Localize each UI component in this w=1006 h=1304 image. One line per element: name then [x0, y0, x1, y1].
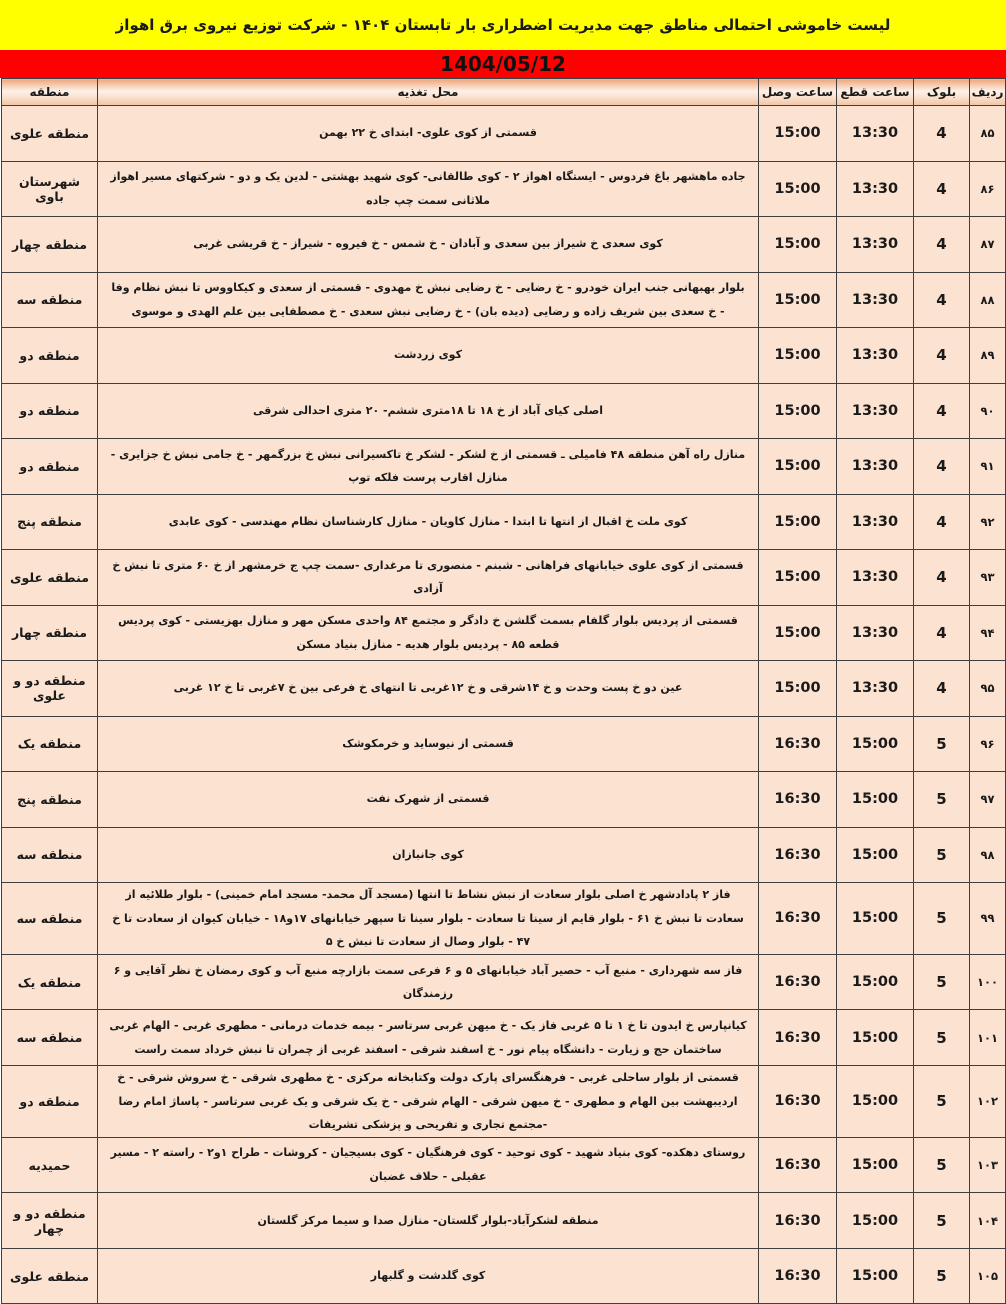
page-title: لیست خاموشی احتمالی مناطق جهت مدیریت اضطراری بار تابستان ۱۴۰۴ - شرکت توزیع نیروی برق اهواز	[0, 0, 1006, 50]
cell-block: 5	[914, 883, 970, 955]
cell-row-number: ۱۰۲	[970, 1065, 1006, 1137]
cell-feeding-location: اصلی کیای آباد از خ ۱۸ تا ۱۸متری ششم- ۲۰ متری احدالی شرقی	[98, 383, 759, 439]
cell-reconnect-time: 15:00	[759, 439, 837, 495]
cell-block: 4	[914, 550, 970, 606]
table-row	[2, 1010, 1006, 1066]
cell-reconnect-time: 15:00	[759, 383, 837, 439]
column-header-feeding-location: محل تغذیه	[98, 79, 759, 106]
cell-block: 5	[914, 1065, 970, 1137]
cell-row-number: ۹۹	[970, 883, 1006, 955]
table-row	[2, 272, 1006, 328]
cell-block: 4	[914, 605, 970, 661]
cell-row-number: ۱۰۴	[970, 1193, 1006, 1249]
cell-row-number: ۹۲	[970, 494, 1006, 550]
cell-cut-time: 13:30	[837, 383, 914, 439]
cell-feeding-location: فاز ۲ پادادشهر خ اصلی بلوار سعادت از نبش نشاط تا انتها (مسجد آل محمد- مسجد امام خمینی) - بلوار طلائیه از سعادت تا نبش خ ۶۱ - بلوار قایم از سینا تا سعادت - بلوار سینا تا سپهر خیابانهای ۱۷و۱۸ - خیابان کیوان از سعادت تا خ ۴۷ - بلوار وصال از سعادت تا نبش خ ۵	[98, 883, 759, 955]
cell-cut-time: 15:00	[837, 772, 914, 828]
date-header: 1404/05/12	[0, 50, 1006, 78]
cell-row-number: ۹۷	[970, 772, 1006, 828]
table-row	[2, 439, 1006, 495]
cell-cut-time: 13:30	[837, 161, 914, 217]
cell-cut-time: 15:00	[837, 716, 914, 772]
cell-row-number: ۱۰۱	[970, 1010, 1006, 1066]
cell-reconnect-time: 15:00	[759, 550, 837, 606]
cell-region: منطقه علوی	[2, 1248, 98, 1304]
cell-reconnect-time: 16:30	[759, 1065, 837, 1137]
cell-region: منطقه دو	[2, 328, 98, 384]
cell-cut-time: 15:00	[837, 1010, 914, 1066]
cell-region: منطقه دو	[2, 1065, 98, 1137]
cell-block: 5	[914, 1137, 970, 1193]
cell-row-number: ۱۰۳	[970, 1137, 1006, 1193]
cell-reconnect-time: 16:30	[759, 1137, 837, 1193]
cell-region: منطقه سه	[2, 827, 98, 883]
header-row	[2, 79, 1006, 106]
cell-reconnect-time: 15:00	[759, 661, 837, 717]
cell-block: 4	[914, 383, 970, 439]
table-row	[2, 716, 1006, 772]
table-row	[2, 954, 1006, 1010]
cell-feeding-location: بلوار بهبهانی جنب ایران خودرو - خ رضایی - خ رضایی نبش خ مهدوی - قسمتی از سعدی و کیکاووس تا نبش نظام وفا - خ سعدی بین شریف زاده و رضایی (دیده بان) - خ رضایی نبش سعدی - خ مصطفایی بین علم الهدی و موسوی	[98, 272, 759, 328]
cell-reconnect-time: 16:30	[759, 827, 837, 883]
table-row	[2, 217, 1006, 273]
cell-region: منطقه پنج	[2, 494, 98, 550]
outage-table	[1, 78, 1006, 1304]
cell-block: 4	[914, 328, 970, 384]
table-row	[2, 383, 1006, 439]
cell-cut-time: 15:00	[837, 1137, 914, 1193]
cell-cut-time: 15:00	[837, 1248, 914, 1304]
cell-row-number: ۹۸	[970, 827, 1006, 883]
cell-block: 4	[914, 494, 970, 550]
cell-region: منطقه سه	[2, 272, 98, 328]
cell-row-number: ۹۶	[970, 716, 1006, 772]
cell-reconnect-time: 16:30	[759, 1193, 837, 1249]
table-row	[2, 661, 1006, 717]
table-row	[2, 883, 1006, 955]
cell-row-number: ۹۳	[970, 550, 1006, 606]
cell-feeding-location: کوی گلدشت و گلبهار	[98, 1248, 759, 1304]
cell-block: 4	[914, 106, 970, 162]
cell-row-number: ۱۰۵	[970, 1248, 1006, 1304]
cell-block: 5	[914, 1248, 970, 1304]
cell-row-number: ۸۵	[970, 106, 1006, 162]
cell-reconnect-time: 15:00	[759, 106, 837, 162]
cell-reconnect-time: 15:00	[759, 328, 837, 384]
cell-reconnect-time: 16:30	[759, 954, 837, 1010]
column-header-region: منطقه	[2, 79, 98, 106]
table-row	[2, 161, 1006, 217]
cell-block: 4	[914, 217, 970, 273]
cell-cut-time: 15:00	[837, 1065, 914, 1137]
cell-row-number: ۹۱	[970, 439, 1006, 495]
cell-cut-time: 13:30	[837, 605, 914, 661]
cell-block: 5	[914, 1193, 970, 1249]
cell-feeding-location: روستای دهکده- کوی بنیاد شهید - کوی توحید - کوی فرهنگیان - کوی بسیجیان - کروشات - طراح ۱و۲ - راسته ۲ - مسیر عقیلی - حلاف غضبان	[98, 1137, 759, 1193]
cell-cut-time: 15:00	[837, 1193, 914, 1249]
cell-reconnect-time: 16:30	[759, 1248, 837, 1304]
cell-block: 5	[914, 1010, 970, 1066]
cell-region: منطقه سه	[2, 1010, 98, 1066]
table-row	[2, 772, 1006, 828]
cell-block: 5	[914, 827, 970, 883]
cell-cut-time: 13:30	[837, 272, 914, 328]
cell-block: 5	[914, 716, 970, 772]
cell-cut-time: 13:30	[837, 328, 914, 384]
cell-feeding-location: جاده ماهشهر باغ فردوس - ایستگاه اهواز ۲ - کوی طالقانی- کوی شهید بهشتی - لدین یک و دو - شرکتهای مسیر اهواز ملاثانی سمت چپ جاده	[98, 161, 759, 217]
cell-feeding-location: کوی جانبازان	[98, 827, 759, 883]
cell-reconnect-time: 15:00	[759, 161, 837, 217]
cell-feeding-location: قسمتی از نیوساید و خرمکوشک	[98, 716, 759, 772]
cell-block: 5	[914, 772, 970, 828]
table-row	[2, 827, 1006, 883]
cell-reconnect-time: 15:00	[759, 217, 837, 273]
cell-block: 4	[914, 272, 970, 328]
column-header-reconnect-time: ساعت وصل	[759, 79, 837, 106]
cell-reconnect-time: 16:30	[759, 716, 837, 772]
cell-block: 4	[914, 439, 970, 495]
cell-cut-time: 13:30	[837, 661, 914, 717]
cell-block: 5	[914, 954, 970, 1010]
cell-feeding-location: منازل راه آهن منطقه ۴۸ فامیلی ـ قسمتی از خ لشکر - لشکر خ تاکسیرانی نبش خ بزرگمهر - خ جامی نبش خ جزایری - منازل اقارب پرست فلکه توپ	[98, 439, 759, 495]
cell-cut-time: 13:30	[837, 550, 914, 606]
cell-reconnect-time: 15:00	[759, 605, 837, 661]
cell-reconnect-time: 16:30	[759, 1010, 837, 1066]
table-row	[2, 106, 1006, 162]
cell-cut-time: 15:00	[837, 883, 914, 955]
table-row	[2, 494, 1006, 550]
table-row	[2, 1065, 1006, 1137]
cell-cut-time: 13:30	[837, 494, 914, 550]
cell-reconnect-time: 16:30	[759, 883, 837, 955]
cell-feeding-location: کیانپارس خ ایدون تا خ ۱ تا ۵ غربی فاز یک - خ میهن غربی سرتاسر - بیمه خدمات درمانی - مطهری غربی - الهام غربی ساختمان حج و زیارت - دانشگاه پیام نور - خ اسفند شرقی - اسفند غربی از چمران تا نبش خرداد سمت راست	[98, 1010, 759, 1066]
cell-cut-time: 13:30	[837, 106, 914, 162]
table-row	[2, 550, 1006, 606]
cell-feeding-location: کوی ملت خ اقبال از انتها تا ابتدا - منازل کاویان - منازل کارشناسان نظام مهندسی - کوی عابدی	[98, 494, 759, 550]
cell-reconnect-time: 15:00	[759, 272, 837, 328]
cell-feeding-location: قسمتی از شهرک نفت	[98, 772, 759, 828]
cell-region: منطقه یک	[2, 954, 98, 1010]
cell-region: منطقه دو و چهار	[2, 1193, 98, 1249]
table-row	[2, 605, 1006, 661]
cell-feeding-location: کوی زردشت	[98, 328, 759, 384]
cell-row-number: ۸۶	[970, 161, 1006, 217]
cell-region: شهرستان باوی	[2, 161, 98, 217]
cell-cut-time: 13:30	[837, 217, 914, 273]
cell-feeding-location: فاز سه شهرداری - منبع آب - حصیر آباد خیابانهای ۵ و ۶ فرعی سمت بازارچه منبع آب و کوی رمضان خ نظر آقایی و ۶ رزمندگان	[98, 954, 759, 1010]
cell-row-number: ۱۰۰	[970, 954, 1006, 1010]
cell-block: 4	[914, 661, 970, 717]
cell-feeding-location: قسمتی از پردیس بلوار گلفام بسمت گلشن خ دادگر و مجتمع ۸۴ واحدی مسکن مهر و منازل بهزیستی - کوی پردیس قطعه ۸۵ - پردیس بلوار هدیه - منازل بنیاد مسکن	[98, 605, 759, 661]
cell-region: منطقه یک	[2, 716, 98, 772]
cell-feeding-location: کوی سعدی خ شیراز بین سعدی و آبادان - خ شمس - خ فیروه - شیراز - خ قریشی غربی	[98, 217, 759, 273]
cell-block: 4	[914, 161, 970, 217]
cell-cut-time: 15:00	[837, 954, 914, 1010]
cell-region: منطقه دو و علوی	[2, 661, 98, 717]
cell-reconnect-time: 15:00	[759, 494, 837, 550]
cell-region: منطقه چهار	[2, 217, 98, 273]
cell-feeding-location: قسمتی از بلوار ساحلی غربی - فرهنگسرای پارک دولت وکتابخانه مرکزی - خ مطهری شرقی - خ سروش شرقی - خ اردیبهشت بین الهام و مطهری - خ میهن شرقی - الهام شرقی - خ یک شرقی و یک غربی سرتاسر - پاساژ امام رضا -مجتمع تجاری و تفریحی و پزشکی تشریفات	[98, 1065, 759, 1137]
table-body	[2, 106, 1006, 1304]
table-row	[2, 1248, 1006, 1304]
cell-region: منطقه علوی	[2, 550, 98, 606]
column-header-cut-time: ساعت قطع	[837, 79, 914, 106]
column-header-block: بلوک	[914, 79, 970, 106]
cell-row-number: ۸۷	[970, 217, 1006, 273]
column-header-radif: ردیف	[970, 79, 1006, 106]
cell-feeding-location: منطقه لشکرآباد-بلوار گلستان- منازل صدا و سیما مرکز گلستان	[98, 1193, 759, 1249]
cell-row-number: ۸۸	[970, 272, 1006, 328]
table-row	[2, 1137, 1006, 1193]
table-row	[2, 328, 1006, 384]
cell-region: حمیدیه	[2, 1137, 98, 1193]
cell-row-number: ۸۹	[970, 328, 1006, 384]
cell-region: منطقه چهار	[2, 605, 98, 661]
cell-cut-time: 15:00	[837, 827, 914, 883]
cell-row-number: ۹۵	[970, 661, 1006, 717]
cell-row-number: ۹۴	[970, 605, 1006, 661]
cell-feeding-location: عین دو خ پست وحدت و خ ۱۴شرقی و خ ۱۲غربی تا انتهای خ فرعی بین خ ۷غربی تا خ ۱۲ غربی	[98, 661, 759, 717]
cell-feeding-location: قسمتی از کوی علوی- ابتدای خ ۲۲ بهمن	[98, 106, 759, 162]
cell-region: منطقه پنج	[2, 772, 98, 828]
cell-region: منطقه سه	[2, 883, 98, 955]
cell-feeding-location: قسمتی از کوی علوی خیابانهای فراهانی - شبنم - منصوری تا مرغداری -سمت چپ ج خرمشهر از خ ۶۰ متری تا نبش خ آزادی	[98, 550, 759, 606]
cell-region: منطقه دو	[2, 439, 98, 495]
cell-region: منطقه دو	[2, 383, 98, 439]
cell-region: منطقه علوی	[2, 106, 98, 162]
cell-reconnect-time: 16:30	[759, 772, 837, 828]
table-row	[2, 1193, 1006, 1249]
cell-cut-time: 13:30	[837, 439, 914, 495]
cell-row-number: ۹۰	[970, 383, 1006, 439]
